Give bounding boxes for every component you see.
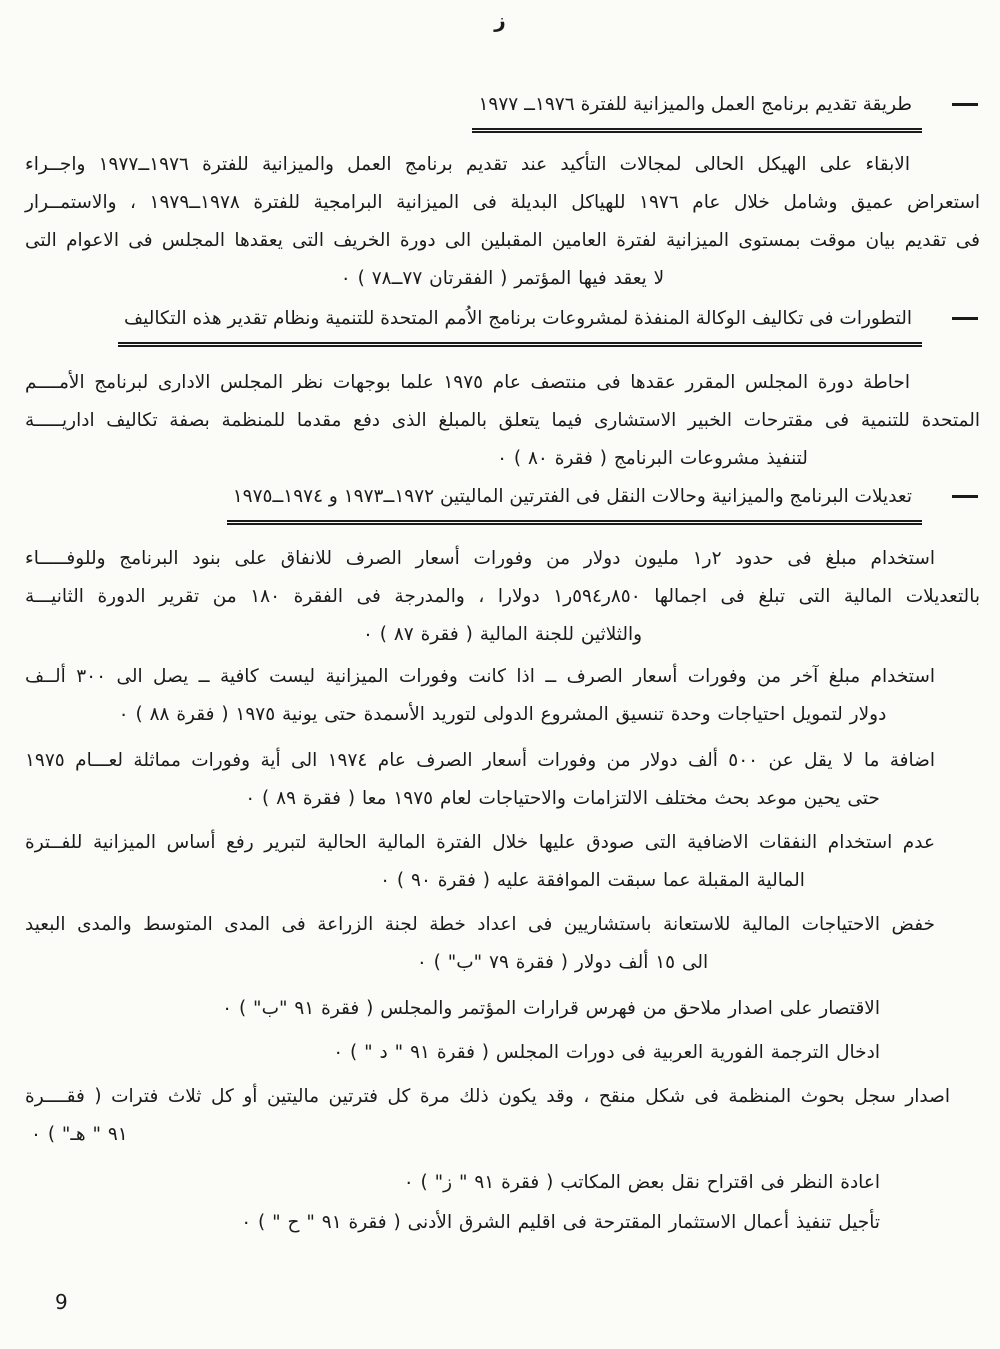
paragraph xyxy=(25,990,980,1028)
heading-dash-icon xyxy=(952,317,978,320)
paragraph-line: ٩١ " هـ" ) ٠ xyxy=(31,1124,128,1145)
paragraph-line: ادخال الترجمة الفورية العربية فى دورات المجلس ( فقرة ٩١ " د " ) ٠ xyxy=(333,1042,880,1063)
page-letter: ز xyxy=(494,8,506,32)
paragraph xyxy=(25,1204,980,1242)
paragraph-line: المالية المقبلة عما سبقت الموافقة عليه ( فقرة ٩٠ ) ٠ xyxy=(380,870,805,891)
section-1-heading-row xyxy=(25,90,980,133)
paragraph-line: تأجيل تنفيذ أعمال الاستثمار المقترحة فى اقليم الشرق الأدنى ( فقرة ٩١ " ح " ) ٠ xyxy=(241,1212,880,1233)
paragraph xyxy=(25,906,980,982)
paragraph-line: اعادة النظر فى اقتراح نقل بعض المكاتب ( فقرة ٩١ " ز" ) ٠ xyxy=(403,1172,880,1193)
page-number: 9 xyxy=(55,1290,68,1314)
paragraph-line: خفض الاحتياجات المالية للاستعانة باستشاريين فى اعداد خطة لجنة الزراعة فى المدى المتوسط والمدى البعيد xyxy=(25,914,935,935)
heading-dash-icon xyxy=(952,103,978,106)
paragraph xyxy=(25,1078,980,1154)
paragraph-line: استخدام مبلغ آخر من وفورات أسعار الصرف ــ اذا كانت وفورات الميزانية ليست كافية ــ يصل الى ٣٠٠ ألــف xyxy=(25,666,935,687)
paragraph-line: اضافة ما لا يقل عن ٥٠٠ ألف دولار من وفورات أسعار الصرف عام ١٩٧٤ الى أية وفورات مماثلة لعـــام ١٩٧٥ xyxy=(25,750,935,771)
paragraph-line: والثلاثين للجنة المالية ( فقرة ٨٧ ) ٠ xyxy=(362,624,643,645)
paragraph xyxy=(25,742,980,818)
heading-dash-icon xyxy=(952,495,978,498)
section-2-heading-row xyxy=(25,304,980,347)
paragraph-line: الاقتصار على اصدار ملاحق من فهرس قرارات المؤتمر والمجلس ( فقرة ٩١ "ب" ) ٠ xyxy=(222,998,880,1019)
paragraph xyxy=(25,824,980,900)
section-3-heading-row xyxy=(25,482,980,525)
paragraph-line: دولار لتمويل احتياجات وحدة تنسيق المشروع الدولى لتوريد الأسمدة حتى يونية ١٩٧٥ ( فقرة ٨٨ ) ٠ xyxy=(118,704,887,725)
paragraph-line: فى تقديم بيان موقت بمستوى الميزانية لفترة العامين المقبلين الى دورة الخريف التى يعقدها المجلس فى الاعوام التى xyxy=(25,230,980,251)
paragraph-line: المتحدة للتنمية فى مقترحات الخبير الاستشارى فيما يتعلق بالمبلغ الذى دفع مقدما للمنظمة بصفة تكاليف اداريـــــة xyxy=(25,410,980,431)
paragraph-line: استخدام مبلغ فى حدود ٢ر١ مليون دولار من وفورات أسعار الصرف للانفاق على بنود البرنامج وللوفـــــاء xyxy=(25,548,935,569)
paragraph xyxy=(25,540,980,654)
paragraph-line: احاطة دورة المجلس المقرر عقدها فى منتصف عام ١٩٧٥ علما بوجهات نظر المجلس الادارى لبرنامج الأمــــم xyxy=(25,372,910,393)
paragraph-line: الى ١٥ ألف دولار ( فقرة ٧٩ "ب" ) ٠ xyxy=(416,952,709,973)
section-heading: التطورات فى تكاليف الوكالة المنفذة لمشروعات برنامج الاُمم المتحدة للتنمية ونظام تقدير هذه التكاليف xyxy=(118,304,922,347)
section-heading: طريقة تقديم برنامج العمل والميزانية للفترة ١٩٧٦ــ ١٩٧٧ xyxy=(472,90,922,133)
paragraph-line: لتنفيذ مشروعات البرنامج ( فقرة ٨٠ ) ٠ xyxy=(497,448,808,469)
paragraph xyxy=(25,364,980,478)
paragraph-line: اصدار سجل بحوث المنظمة فى شكل منقح ، وقد يكون ذلك مرة كل فترتين ماليتين أو كل ثلاث فترات ( فقــــرة xyxy=(25,1086,950,1107)
paragraph-line: لا يعقد فيها المؤتمر ( الفقرتان ٧٧ــ٧٨ ) ٠ xyxy=(340,268,665,289)
paragraph xyxy=(25,1034,980,1072)
paragraph-line: استعراض عميق وشامل خلال عام ١٩٧٦ للهياكل البديلة فى الميزانية البرامجية للفترة ١٩٧٨ــ١٩٧٩ ، والاستمــرار xyxy=(25,192,981,213)
paragraph-line: عدم استخدام النفقات الاضافية التى صودق عليها خلال الفترة المالية الحالية لتبرير رفع أساس الميزانية للفــترة xyxy=(25,832,935,853)
paragraph xyxy=(25,146,980,298)
paragraph xyxy=(25,658,980,734)
paragraph-line: بالتعديلات المالية التى تبلغ فى اجمالها ٨٥٠ر٥٩٤ر١ دولارا ، والمدرجة فى الفقرة ١٨٠ من تقرير الدورة الثانيـــة xyxy=(25,586,980,607)
paragraph-line: حتى يحين موعد بحث مختلف الالتزامات والاحتياجات لعام ١٩٧٥ معا ( فقرة ٨٩ ) ٠ xyxy=(245,788,880,809)
paragraph-line: الابقاء على الهيكل الحالى لمجالات التأكيد عند تقديم برنامج العمل والميزانية للفترة ١٩٧٦ــ١٩٧٧ واجــراء xyxy=(25,154,911,175)
paragraph xyxy=(25,1164,980,1202)
section-heading: تعديلات البرنامج والميزانية وحالات النقل فى الفترتين الماليتين ١٩٧٢ــ١٩٧٣ و ١٩٧٤ــ١٩٧٥ xyxy=(227,482,922,525)
